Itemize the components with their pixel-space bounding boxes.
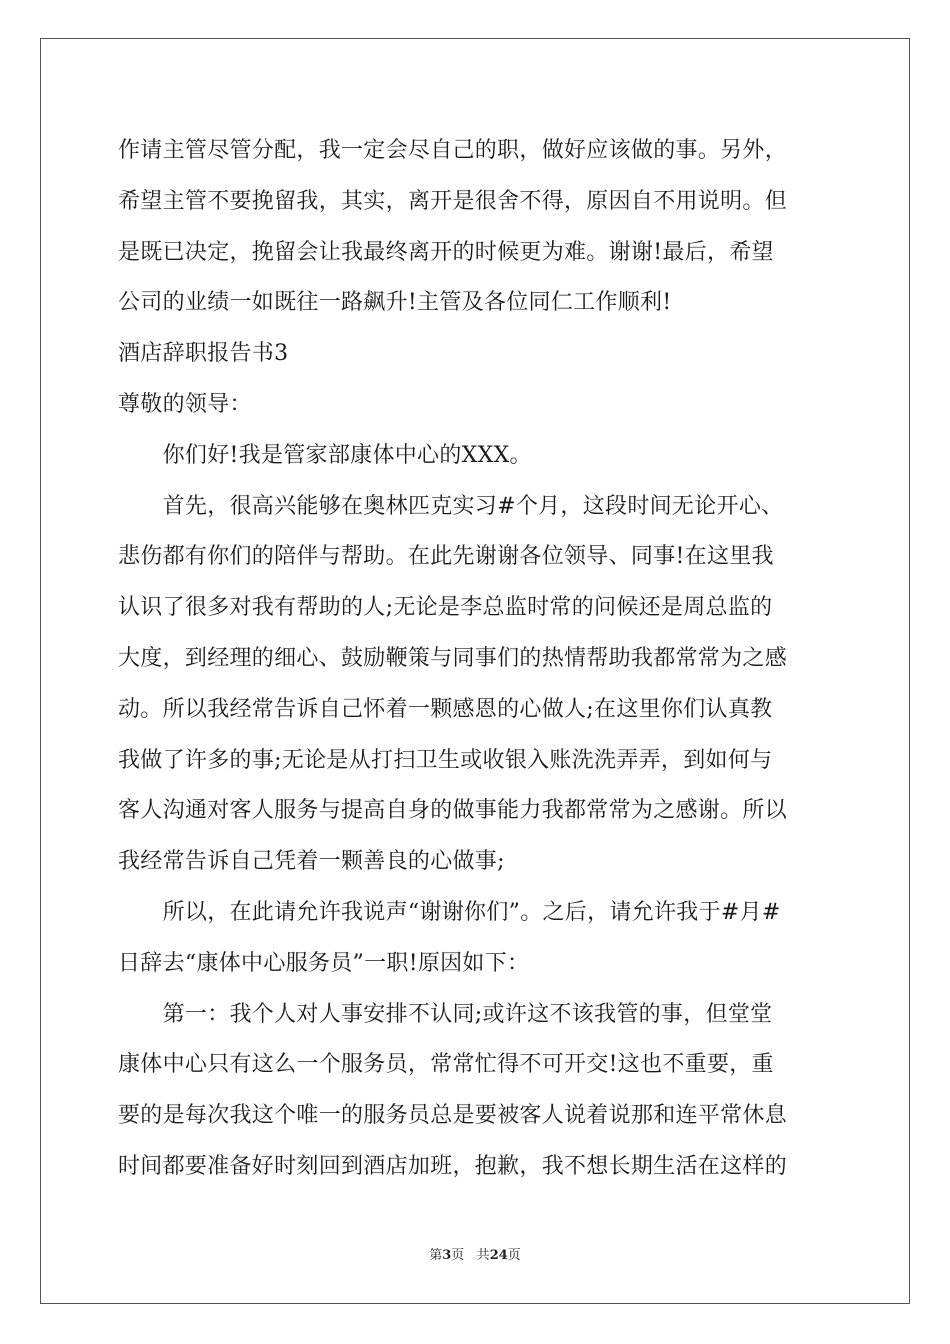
total-prefix: 共 bbox=[476, 1248, 490, 1263]
text-line: 客人沟通对客人服务与提高自身的做事能力我都常常为之感谢。所以 bbox=[118, 798, 788, 824]
text-line: 首先，很高兴能够在奥林匹克实习#个月，这段时间无论开心、 bbox=[118, 493, 784, 519]
section-title: 酒店辞职报告书3 bbox=[118, 341, 289, 367]
total-pages: 24 bbox=[489, 1248, 508, 1263]
text-line: 所以，在此请允许我说声“谢谢你们”。之后，请允许我于#月# bbox=[118, 899, 781, 925]
text-line: 认识了很多对我有帮助的人;无论是李总监时常的问候还是周总监的 bbox=[118, 595, 773, 621]
page-footer bbox=[0, 1244, 950, 1263]
text-line: 我做了许多的事;无论是从打扫卫生或收银入账洗洗弄弄，到如何与 bbox=[118, 747, 773, 773]
text-line: 你们好!我是管家部康体中心的XXX。 bbox=[118, 442, 532, 468]
text-line: 要的是每次我这个唯一的服务员总是要被客人说着说那和连平常休息 bbox=[118, 1103, 788, 1129]
text-line: 公司的业绩一如既往一路飙升!主管及各位同仁工作顺利! bbox=[118, 290, 672, 316]
text-line: 希望主管不要挽留我，其实，离开是很舍不得，原因自不用说明。但 bbox=[118, 188, 788, 214]
text-line: 康体中心只有这么一个服务员，常常忙得不可开交!这也不重要，重 bbox=[118, 1052, 774, 1078]
text-line: 作请主管尽管分配，我一定会尽自己的职，做好应该做的事。另外， bbox=[118, 138, 788, 163]
text-line: 大度，到经理的细心、鼓励鞭策与同事们的热情帮助我都常常为之感 bbox=[118, 645, 788, 671]
text-line: 我经常告诉自己凭着一颗善良的心做事; bbox=[118, 849, 505, 875]
page-prefix: 第 bbox=[429, 1248, 443, 1263]
salutation: 尊敬的领导： bbox=[118, 391, 252, 417]
text-line: 时间都要准备好时刻回到酒店加班，抱歉，我不想长期生活在这样的 bbox=[118, 1153, 788, 1179]
document-body bbox=[118, 126, 834, 1193]
text-line: 日辞去“康体中心服务员”一职!原因如下： bbox=[118, 950, 530, 976]
text-line: 动。所以我经常告诉自己怀着一颗感恩的心做人;在这里你们认真教 bbox=[118, 696, 773, 722]
total-suffix: 页 bbox=[507, 1248, 521, 1263]
text-line: 是既已决定，挽留会让我最终离开的时候更为难。谢谢!最后，希望 bbox=[118, 239, 774, 265]
text-line: 第一：我个人对人事安排不认同;或许这不该我管的事，但堂堂 bbox=[118, 1001, 773, 1027]
page-number: 3 bbox=[442, 1248, 452, 1263]
text-line: 悲伤都有你们的陪伴与帮助。在此先谢谢各位领导、同事!在这里我 bbox=[118, 544, 774, 570]
page-suffix: 页 bbox=[451, 1248, 465, 1263]
